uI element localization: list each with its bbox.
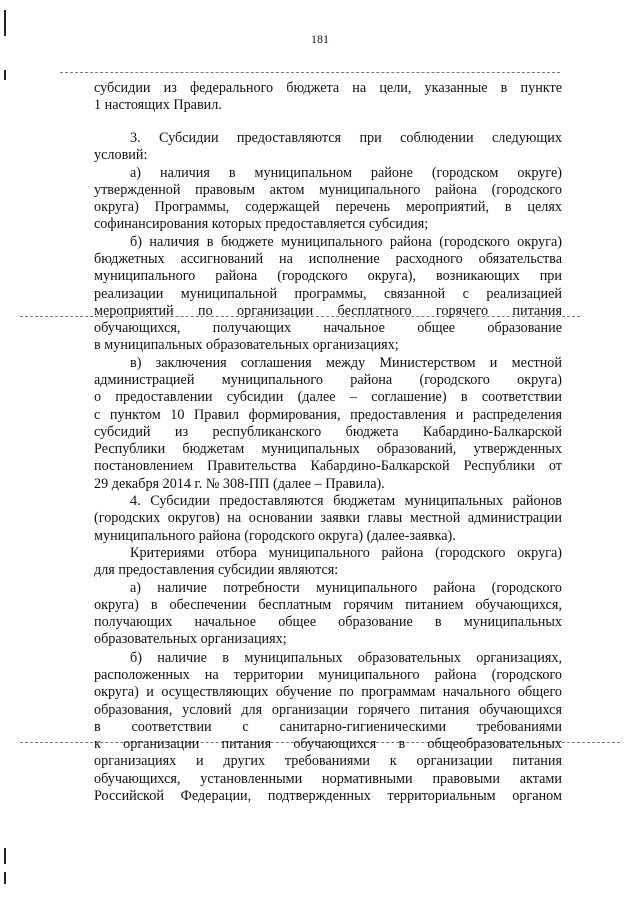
text-line: образования, условий для организации горячего питания обучающихся: [94, 702, 562, 718]
text-line: 3. Субсидии предоставляются при соблюдении следующих: [130, 130, 562, 146]
text-line: утвержденной правовым актом муниципального района (городского: [94, 182, 562, 198]
text-line: о предоставлении субсидии (далее – соглашение) в соответствии: [94, 389, 562, 405]
text-line: с пунктом 10 Правил формирования, предоставления и распределения: [94, 407, 562, 423]
text-line: 4. Субсидии предоставляются бюджетам муниципальных районов: [130, 493, 562, 509]
scan-edge-mark: [4, 70, 6, 80]
text-line: условий:: [94, 147, 148, 163]
text-line: обучающихся, получающих начальное общее образование: [94, 320, 562, 336]
scan-dash-line: [60, 72, 560, 73]
text-line: для предоставления субсидии являются:: [94, 562, 339, 578]
text-line: получающих начальное общее образование в муниципальных: [94, 614, 562, 630]
text-line: субсидий из республиканского бюджета Кабардино-Балкарской: [94, 424, 562, 440]
text-line: в) заключения соглашения между Министерством и местной: [130, 355, 562, 371]
text-line: в муниципальных образовательных организациях;: [94, 337, 399, 353]
text-line: муниципального района (городского округа) (далее-заявка).: [94, 528, 456, 544]
text-line: б) наличия в бюджете муниципального района (городского округа): [130, 234, 562, 250]
text-line: округа) Программы, содержащей перечень мероприятий, в целях: [94, 199, 562, 215]
scan-edge-mark: [4, 848, 6, 864]
text-line: а) наличия в муниципальном районе (городском округе): [130, 165, 562, 181]
text-line: реализации муниципальной программы, связанной с реализацией: [94, 286, 562, 302]
text-line: округа) в обеспечении бесплатным горячим питанием обучающихся,: [94, 597, 562, 613]
text-line: Республики бюджетам муниципальных образований, утвержденных: [94, 441, 562, 457]
text-line: бюджетных ассигнований на исполнение расходного обязательства: [94, 251, 562, 267]
text-line: 1 настоящих Правил.: [94, 97, 222, 113]
text-line: обучающихся, установленными нормативными правовыми актами: [94, 771, 562, 787]
text-line: к организации питания обучающихся в общеобразовательных: [94, 736, 562, 752]
scan-edge-mark: [4, 10, 6, 36]
text-line: администрацией муниципального района (городского округа): [94, 372, 562, 388]
text-line: мероприятий по организации бесплатного горячего питания: [94, 303, 562, 319]
text-line: расположенных на территории муниципального района (городского: [94, 667, 562, 683]
text-line: организациях и других требованиями к организации питания: [94, 753, 562, 769]
text-line: Критериями отбора муниципального района (городского округа): [130, 545, 562, 561]
text-line: муниципального района (городского округа), возникающих при: [94, 268, 562, 284]
text-line: б) наличие в муниципальных образовательных организациях,: [130, 650, 562, 666]
text-line: а) наличие потребности муниципального района (городского: [130, 580, 562, 596]
text-line: 29 декабря 2014 г. № 308-ПП (далее – Правила).: [94, 476, 385, 492]
text-line: образовательных организациях;: [94, 631, 287, 647]
page-number: 181: [311, 32, 329, 46]
text-line: субсидии из федерального бюджета на цели, указанные в пункте: [94, 80, 562, 96]
text-line: софинансирования которых предоставляется субсидия;: [94, 216, 429, 232]
text-line: Российской Федерации, подтвержденных территориальным органом: [94, 788, 562, 804]
text-line: в соответствии с санитарно-гигиеническими требованиями: [94, 719, 562, 735]
text-line: (городских округов) на основании заявки главы местной администрации: [94, 510, 562, 526]
text-line: постановлением Правительства Кабардино-Балкарской Республики от: [94, 458, 562, 474]
text-line: округа) и осуществляющих обучение по программам начального общего: [94, 684, 562, 700]
scan-edge-mark: [4, 872, 6, 884]
